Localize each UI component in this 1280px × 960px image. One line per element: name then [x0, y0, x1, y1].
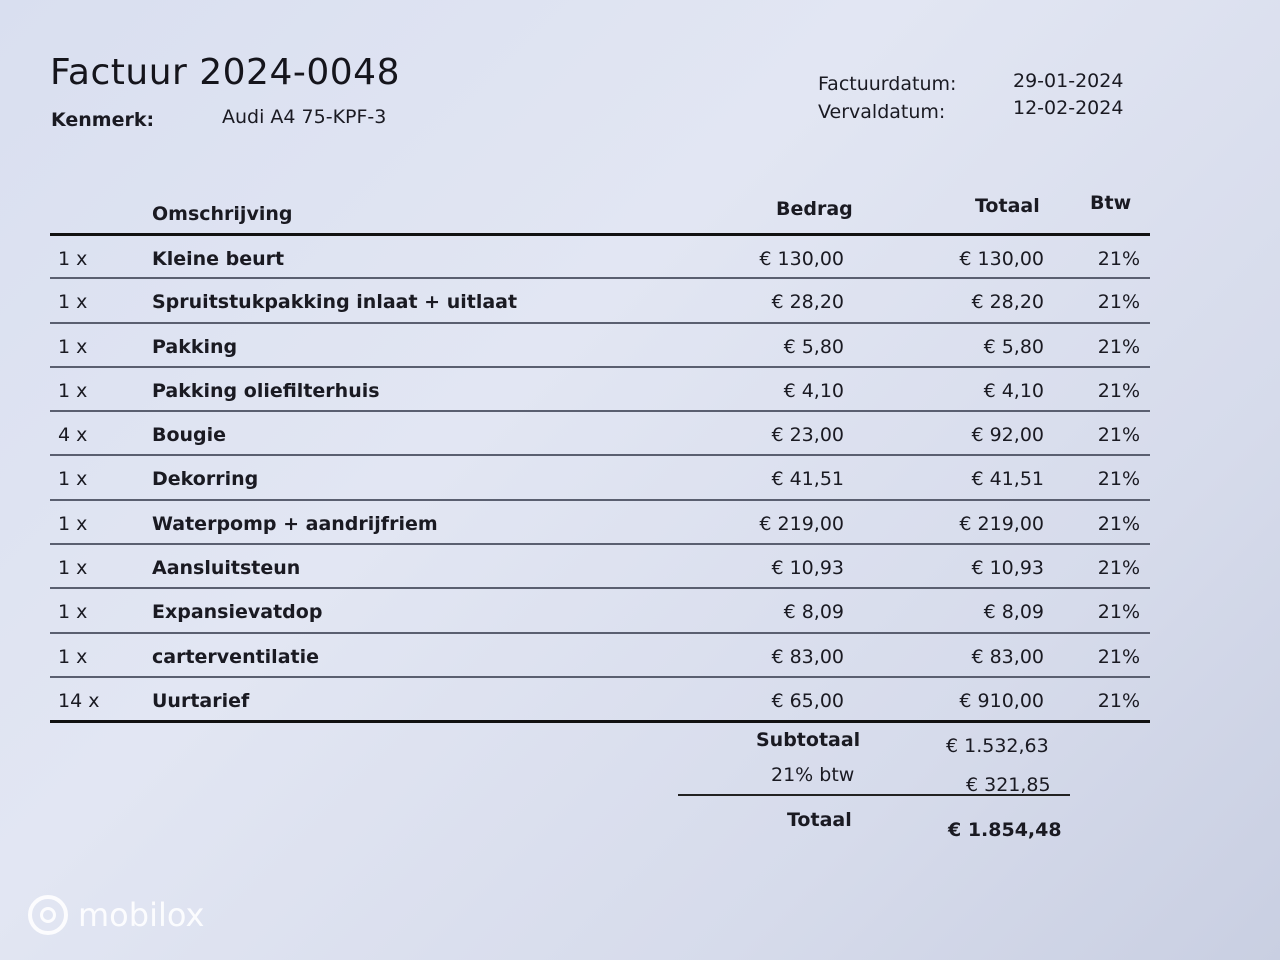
table-row: [50, 322, 1150, 366]
line-description: Expansievatdop: [152, 601, 323, 624]
line-amount: € 10,93: [771, 557, 844, 580]
column-header-total: Totaal: [975, 195, 1040, 217]
line-qty: 1 x: [58, 248, 88, 270]
column-header-description: Omschrijving: [152, 203, 293, 225]
line-vat: 21%: [1097, 689, 1140, 712]
grand-total-value: € 1.854,48: [948, 819, 1062, 841]
line-amount: € 23,00: [771, 424, 844, 447]
line-amount: € 28,20: [771, 291, 844, 314]
kenmerk-label: Kenmerk:: [51, 109, 155, 131]
line-total: € 41,51: [971, 468, 1044, 491]
line-qty: 14 x: [58, 689, 100, 712]
line-amount: € 8,09: [783, 601, 844, 624]
line-amount: € 83,00: [771, 645, 844, 668]
line-vat: 21%: [1097, 291, 1140, 314]
line-vat: 21%: [1097, 512, 1140, 535]
line-vat: 21%: [1097, 248, 1140, 270]
line-description: carterventilatie: [152, 645, 320, 668]
invoice-date-value: 29-01-2024: [1013, 70, 1124, 92]
line-total: € 8,09: [983, 601, 1044, 624]
subtotal-value: € 1.532,63: [946, 735, 1049, 757]
line-vat: 21%: [1097, 601, 1140, 624]
line-amount: € 130,00: [759, 248, 844, 270]
line-qty: 4 x: [58, 424, 88, 447]
line-qty: 1 x: [58, 291, 88, 314]
line-amount: € 4,10: [783, 379, 844, 402]
kenmerk-value: Audi A4 75-KPF-3: [222, 106, 387, 128]
line-description: Aansluitsteun: [152, 557, 301, 580]
invoice-lines-table: [50, 233, 1150, 723]
watermark-text: mobilox: [78, 896, 205, 934]
line-description: Pakking: [152, 335, 238, 358]
watermark: [28, 895, 204, 935]
table-row: [50, 454, 1150, 498]
column-header-amount: Bedrag: [776, 198, 853, 220]
line-total: € 4,10: [983, 379, 1044, 402]
table-row: [50, 587, 1150, 631]
line-description: Uurtarief: [152, 689, 250, 712]
line-qty: 1 x: [58, 335, 88, 358]
line-vat: 21%: [1097, 557, 1140, 580]
vat-label: 21% btw: [771, 764, 855, 786]
line-description: Waterpomp + aandrijfriem: [152, 512, 438, 535]
due-date-label: Vervaldatum:: [818, 101, 946, 123]
line-qty: 1 x: [58, 557, 88, 580]
line-total: € 5,80: [983, 335, 1044, 358]
invoice-title: Factuur 2024-0048: [50, 52, 400, 93]
line-total: € 92,00: [971, 424, 1044, 447]
line-description: Bougie: [152, 424, 227, 447]
line-amount: € 5,80: [783, 335, 844, 358]
table-row: [50, 632, 1150, 676]
line-qty: 1 x: [58, 512, 88, 535]
table-row: [50, 676, 1150, 720]
line-amount: € 41,51: [771, 468, 844, 491]
line-qty: 1 x: [58, 601, 88, 624]
table-row: [50, 277, 1150, 321]
line-total: € 10,93: [971, 557, 1044, 580]
subtotal-label: Subtotaal: [756, 729, 861, 751]
line-vat: 21%: [1097, 645, 1140, 668]
line-vat: 21%: [1097, 468, 1140, 491]
invoice-date-label: Factuurdatum:: [818, 73, 957, 95]
line-amount: € 65,00: [771, 689, 844, 712]
grand-total-label: Totaal: [787, 809, 852, 831]
total-divider: [678, 794, 1070, 796]
line-description: Spruitstukpakking inlaat + uitlaat: [152, 291, 518, 314]
line-qty: 1 x: [58, 645, 88, 668]
line-total: € 28,20: [971, 291, 1044, 314]
table-row: [50, 233, 1150, 277]
table-bottom-rule: [50, 720, 1150, 723]
line-vat: 21%: [1097, 424, 1140, 447]
table-row: [50, 410, 1150, 454]
vat-value: € 321,85: [966, 774, 1051, 796]
line-description: Kleine beurt: [152, 248, 285, 270]
table-row: [50, 543, 1150, 587]
table-row: [50, 366, 1150, 410]
column-header-vat: Btw: [1090, 192, 1132, 214]
line-vat: 21%: [1097, 335, 1140, 358]
line-total: € 910,00: [959, 689, 1044, 712]
table-row: [50, 499, 1150, 543]
line-qty: 1 x: [58, 468, 88, 491]
line-qty: 1 x: [58, 379, 88, 402]
line-amount: € 219,00: [759, 512, 844, 535]
line-description: Dekorring: [152, 468, 259, 491]
line-total: € 130,00: [959, 248, 1044, 270]
line-total: € 83,00: [971, 645, 1044, 668]
line-vat: 21%: [1097, 379, 1140, 402]
due-date-value: 12-02-2024: [1013, 97, 1124, 119]
line-total: € 219,00: [959, 512, 1044, 535]
mobilox-logo-icon: [28, 895, 68, 935]
line-description: Pakking oliefilterhuis: [152, 379, 380, 402]
